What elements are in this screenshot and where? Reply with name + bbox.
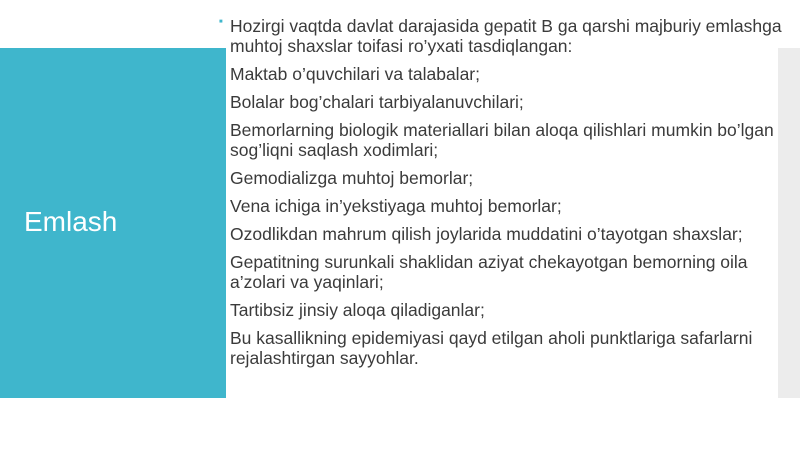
list-item [219, 168, 789, 188]
list-item [219, 196, 789, 216]
list-item [219, 92, 789, 112]
item-text: Bemorlarning biologik materiallari bilan aloqa qilishlari mumkin bo’lgan sog’liqni saqlash xodimlari; [230, 120, 774, 160]
bullet-icon: ■ [219, 19, 223, 25]
slide-title: Emlash [24, 206, 118, 237]
item-text: Vena ichiga in’yekstiyaga muhtoj bemorlar; [230, 196, 562, 216]
item-text: Ozodlikdan mahrum qilish joylarida muddatini o’tayotgan shaxslar; [230, 224, 743, 244]
list-item [219, 300, 789, 320]
item-text: Bolalar bog’chalari tarbiyalanuvchilari; [230, 92, 524, 112]
slide-content [219, 16, 789, 376]
list-item [219, 252, 789, 292]
list-item [219, 64, 789, 84]
list-item [219, 224, 789, 244]
bullet-list [219, 16, 789, 368]
item-text: Gemodializga muhtoj bemorlar; [230, 168, 474, 188]
list-item-intro [219, 16, 789, 56]
item-text: Gepatitning surunkali shaklidan aziyat chekayotgan bemorning oila a’zolari va yaqinlari; [230, 252, 748, 292]
item-text: Bu kasallikning epidemiyasi qayd etilgan aholi punktlariga safarlarni rejalashtirgan sayyohlar. [230, 328, 753, 368]
list-item [219, 328, 789, 368]
list-item [219, 120, 789, 160]
intro-text: Hozirgi vaqtda davlat darajasida gepatit B ga qarshi majburiy emlashga muhtoj shaxslar toifasi ro’yxati tasdiqlangan: [230, 16, 782, 56]
item-text: Tartibsiz jinsiy aloqa qiladiganlar; [230, 300, 485, 320]
item-text: Maktab o’quvchilari va talabalar; [230, 64, 480, 84]
